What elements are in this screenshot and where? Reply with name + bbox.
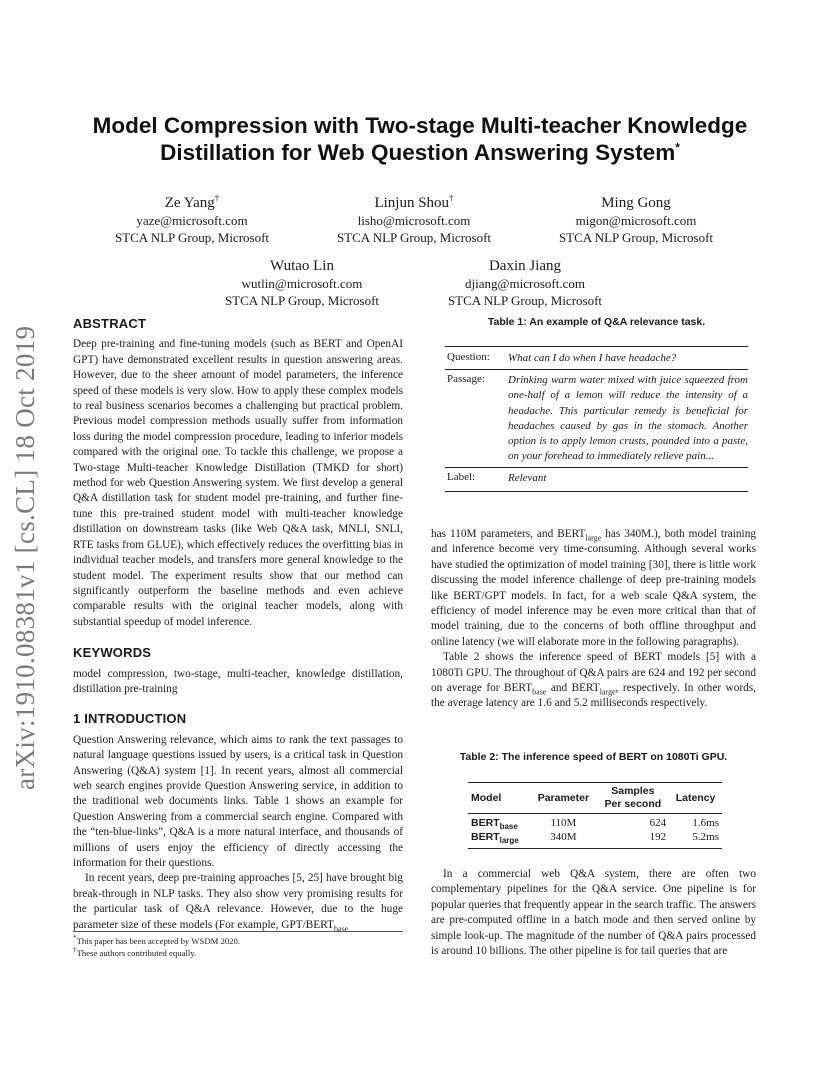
intro-paragraph-2: In recent years, deep pre-training approaches [5, 25] have brought big break-through in NLP tasks. They also show very promising results for the particular task of Q&A relevance. However, due to the huge parameter size of these models (For example, GPT/$BERT_{base}$: [73, 872, 403, 933]
arxiv-stamp: arXiv:1910.08381v1 [cs.CL] 18 Oct 2019: [10, 325, 40, 790]
footnote: †These authors contributed equally.: [73, 945, 197, 958]
footnotes: [73, 931, 403, 959]
author-block: [182, 256, 422, 309]
right-paragraph-3: In a commercial web Q&A system, there are often two complementary pipelines for the Q&A service. One pipeline is for popular queries that frequently appear in the search traffic. The answers are pre-computed offline in a batch mode and then served online by simple look-up. The magnitude of the number of Q&A pairs processed is around 10 billions. The other pipeline is for tail queries that are: [431, 868, 756, 958]
title-footnote-mark: *: [675, 140, 680, 155]
table2-header: Samples: [611, 785, 655, 797]
author-email: lisho@microsoft.com: [357, 213, 471, 228]
table1-caption: Table 1: An example of Q&A relevance task.: [487, 316, 706, 328]
abstract-text: Deep pre-training and fine-tuning models (such as BERT and OpenAI GPT) have demonstrated excellent results in question answering areas. However, due to the sheer amount of model parameters, the inference speed of these models is very slow. How to apply these complex models to real business scenarios becomes a challenging but practical problem. Previous model compression methods usually suffer from information loss during the model compression procedure, leading to inferior models compared with the original one. To tackle this challenge, we propose a Two-stage Multi-teacher Knowledge Distillation (TMKD for short) method for web Question Answering system. We first develop a general Q&A distillation task for student model pre-training, and further fine-tune this pre-trained student model with multi-teacher knowledge distillation on downstream tasks (like Web Q&A task, MNLI, SNLI, RTE tasks from GLUE), which effectively reduces the overfitting bias in individual teacher models, and transfers more general knowledge to the student model. The experiment results show that our method can significantly outperform the baseline methods and even achieve comparable results with the original teacher models, along with substantial speedup of model inference.: [73, 338, 403, 628]
title-line-2: Distillation for Web Question Answering System*: [160, 140, 680, 165]
author-email: migon@microsoft.com: [575, 213, 697, 228]
table1: [445, 346, 748, 492]
table1-row-label: Label: Relevant: [447, 471, 547, 485]
author-block: [516, 193, 756, 246]
right-column-lower: [431, 867, 756, 959]
right-paragraph-2: Table 2 shows the inference speed of BERT models [5] with a 1080Ti GPU. The throughout of Q&A pairs are 624 and 192 per second on average for $BERT_{base}$ and $BERT_{large}$, respectively. In other words, the average latency are 1.6 and 5.2 milliseconds respectively.: [431, 651, 756, 710]
abstract-heading: ABSTRACT: [73, 316, 147, 331]
author-email: djiang@microsoft.com: [465, 276, 585, 291]
author-name: Wutao Lin: [270, 258, 334, 274]
table-row: $BERT_{large}$ 340M 192 5.2ms: [468, 831, 722, 849]
right-paragraph-1: has 110M parameters, and $BERT_{large}$ has 340M.), both model training and inference become very time-consuming. Although several works have studied the optimization of model training [30], there is little work discussing the model inference challenge of deep pre-training models like BERT/GPT models. In fact, for a web scale Q&A system, the efficiency of model inference may be even more critical than that of model training, due to the concerns of both offline throughput and online latency (we will elaborate more in the following paragraphs).: [431, 528, 756, 648]
table2-caption: Table 2: The inference speed of BERT on 1080Ti GPU.: [459, 751, 728, 763]
table2-header: Latency: [675, 791, 716, 804]
table1-row-question: Question: What can I do when I have headache?: [447, 351, 677, 364]
left-column: [73, 316, 403, 933]
table-row: $BERT_{base}$ 110M 624 1.6ms: [468, 814, 722, 831]
table2-header: Model: [471, 791, 502, 804]
paper-title: [70, 112, 770, 166]
table2: [468, 782, 722, 849]
intro-paragraph-1: Question Answering relevance, which aims to rank the text passages to natural language questions issued by users, is a critical task in Question Answering (Q&A) system [1]. In recent years, almost all commercial web search engines provide Question Answering service, in addition to the traditional web documents links. Table 1 shows an example for Question Answering from a commercial search engine. Compared with the “ten-blue-links”, Q&A is a more natural interface, and thousands of millions of users enjoy the efficiency of directly accessing the information for their questions.: [73, 733, 403, 869]
keywords-text: model compression, two-stage, multi-teacher, knowledge distillation, distillation pre-training: [73, 667, 403, 695]
author-block: [405, 256, 645, 309]
author-block: Linjun Shou† lisho@microsoft.com STCA NLP Group, Microsoft: [294, 193, 534, 246]
author-affiliation: STCA NLP Group, Microsoft: [224, 292, 380, 308]
author-name: Ming Gong: [601, 195, 671, 211]
author-name: Ze Yang: [164, 195, 215, 211]
table2-header: Per second: [604, 798, 662, 810]
author-affiliation: STCA NLP Group, Microsoft: [336, 229, 492, 245]
table2-header: Parameter: [537, 791, 590, 804]
footnote: *This paper has been accepted by WSDM 2020.: [73, 934, 241, 946]
author-affiliation: STCA NLP Group, Microsoft: [447, 292, 603, 308]
author-name: Linjun Shou: [374, 195, 450, 211]
author-email: wutlin@microsoft.com: [241, 276, 363, 291]
table1-row-passage: Passage: Drinking warm water mixed with juice squeezed from one-half of a lemon will reduce the intensity of a headache. This particular remedy is beneficial for headaches caused by gas in the stomach. Another option is to apply lemon crusts, pounded into a paste, on your forehead to immediately relieve pain...: [447, 373, 748, 463]
author-affiliation: STCA NLP Group, Microsoft: [114, 229, 270, 245]
author-name: Daxin Jiang: [488, 258, 562, 274]
title-line-1: Model Compression with Two-stage Multi-teacher Knowledge: [92, 113, 748, 138]
author-email: yaze@microsoft.com: [136, 213, 248, 228]
author-affiliation: STCA NLP Group, Microsoft: [558, 229, 714, 245]
right-column-upper: [431, 527, 756, 712]
keywords-heading: KEYWORDS: [73, 645, 152, 661]
author-block: Ze Yang† yaze@microsoft.com STCA NLP Group, Microsoft: [72, 193, 312, 246]
intro-heading: 1 INTRODUCTION: [73, 711, 187, 727]
